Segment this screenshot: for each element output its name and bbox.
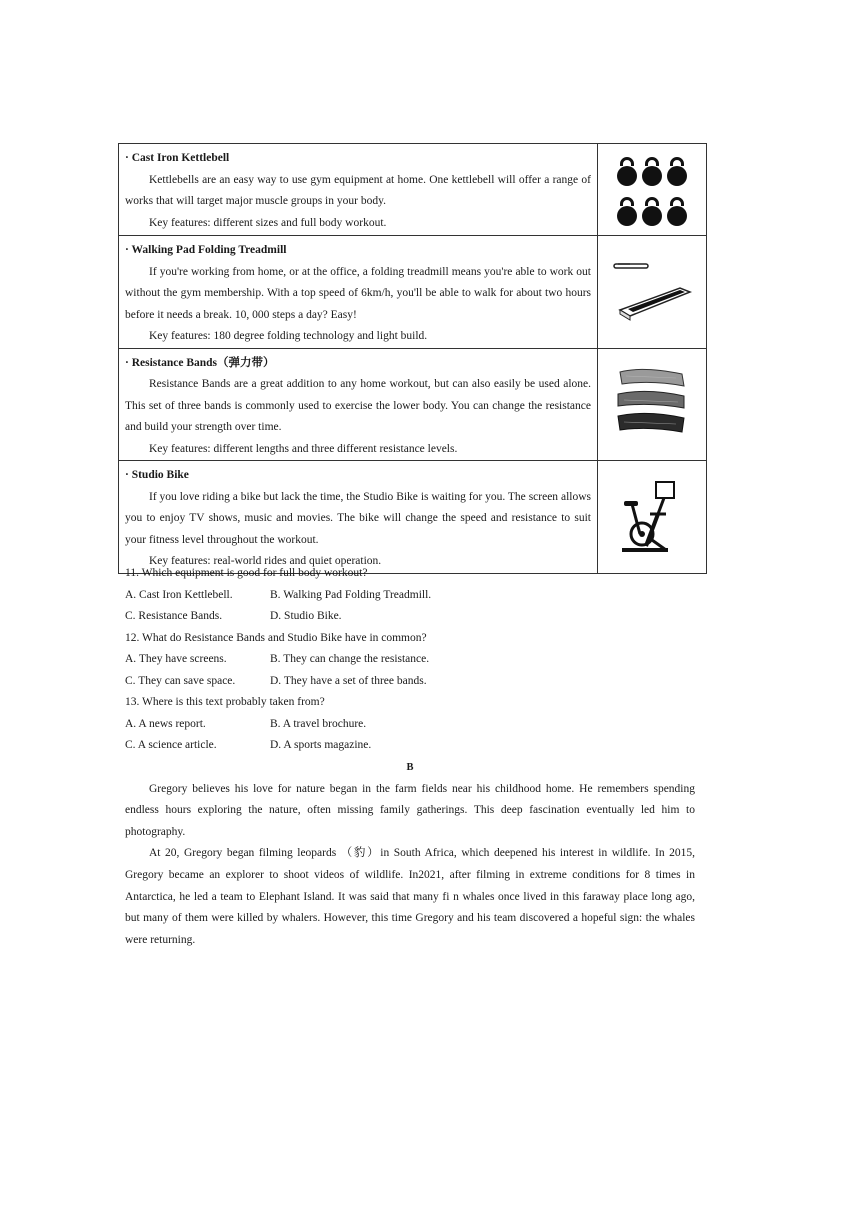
option: D. Studio Bike.	[270, 610, 342, 622]
option: D. A sports magazine.	[270, 739, 372, 751]
item-description: If you love riding a bike but lack the time, the Studio Bike is waiting for you. The screen allows you to enjoy TV shows, music and movies. The bike will change the speed and resistance to suit your fitness level throughout the workout.	[125, 490, 591, 546]
item-features: Key features: different lengths and three different resistance levels.	[149, 442, 458, 455]
options-row	[125, 735, 705, 757]
table-row	[119, 461, 707, 574]
section-heading: B	[406, 762, 414, 773]
questions-section	[125, 563, 705, 757]
studio-bike-icon	[612, 474, 692, 560]
option: B. They can change the resistance.	[270, 653, 430, 665]
item-features: Key features: 180 degree folding technology and light build.	[149, 330, 428, 342]
table-row	[119, 348, 707, 461]
item-description: If you're working from home, or at the office, a folding treadmill means you're able to work out without the gym membership. With a top speed of 6km/h, you'll be able to walk for about two hours before it needs a break. 10, 000 steps a day? Easy!	[125, 265, 591, 321]
table-row	[119, 144, 707, 236]
option: D. They have a set of three bands.	[270, 674, 427, 687]
paragraph: Gregory believes his love for nature began in the farm fields near his childhood home. He remembers spending endless hours exploring the nature, often missing family gatherings. This deep fascination eventually led him to photography.	[125, 782, 695, 838]
equipment-table	[118, 143, 707, 574]
option: C. Resistance Bands.	[125, 610, 223, 622]
item-title: · Walking Pad Folding Treadmill	[125, 244, 287, 256]
options-row	[125, 585, 705, 607]
item-description: Resistance Bands are a great addition to any home workout, but can also easily be used alone. This set of three bands is commonly used to exercise the lower body. You can change the resistance and build your strength over time.	[125, 378, 591, 433]
options-row	[125, 606, 705, 628]
item-description: Kettlebells are an easy way to use gym equipment at home. One kettlebell will offer a range of works that will target major muscle groups in your body.	[125, 173, 591, 207]
options-row	[125, 649, 705, 671]
option: A. They have screens.	[125, 653, 227, 665]
resistance-bands-icon	[612, 364, 692, 444]
options-row	[125, 714, 705, 736]
studio-bike-cell	[119, 461, 598, 574]
section-b	[125, 757, 695, 951]
kettlebells-icon	[612, 150, 692, 230]
resistance-bands-image-cell	[598, 348, 707, 461]
options-row	[125, 671, 705, 693]
item-title: · Resistance Bands（弹力带）	[125, 356, 275, 369]
option: B. A travel brochure.	[270, 717, 367, 730]
question-stem: 13. Where is this text probably taken from?	[125, 696, 325, 708]
item-title: · Cast Iron Kettlebell	[125, 152, 230, 164]
kettlebell-cell	[119, 144, 598, 236]
item-title: · Studio Bike	[125, 469, 189, 481]
treadmill-cell	[119, 236, 598, 349]
resistance-bands-cell	[119, 348, 598, 461]
paragraph: At 20, Gregory began filming leopards （豹）in South Africa, which deepened his interest in wildlife. In 2015, Gregory became an explorer to shoot videos of wildlife. In2021, after filming in extreme conditions for 8 times in Antarctica, he led a team to Elephant Island. It was said that many fi n whales once lived in this faraway place long ago, but many of them were killed by whalers. However, this time Gregory and his team discovered a hopeful sign: the whales were returning.	[125, 847, 695, 946]
item-features: Key features: real-world rides and quiet operation.	[149, 555, 382, 567]
option: A. Cast Iron Kettlebell.	[125, 588, 233, 601]
option: A. A news report.	[125, 717, 206, 730]
studio-bike-image-cell	[598, 461, 707, 574]
option: B. Walking Pad Folding Treadmill.	[270, 588, 432, 601]
treadmill-image-cell	[598, 236, 707, 349]
question-stem: 12. What do Resistance Bands and Studio Bike have in common?	[125, 631, 427, 644]
question-stem: 11. Which equipment is good for full body workout?	[125, 567, 368, 579]
item-features: Key features: different sizes and full body workout.	[149, 216, 387, 229]
treadmill-icon	[610, 252, 694, 332]
option: C. They can save space.	[125, 674, 236, 687]
kettlebell-image-cell	[598, 144, 707, 236]
option: C. A science article.	[125, 739, 217, 751]
table-row	[119, 236, 707, 349]
